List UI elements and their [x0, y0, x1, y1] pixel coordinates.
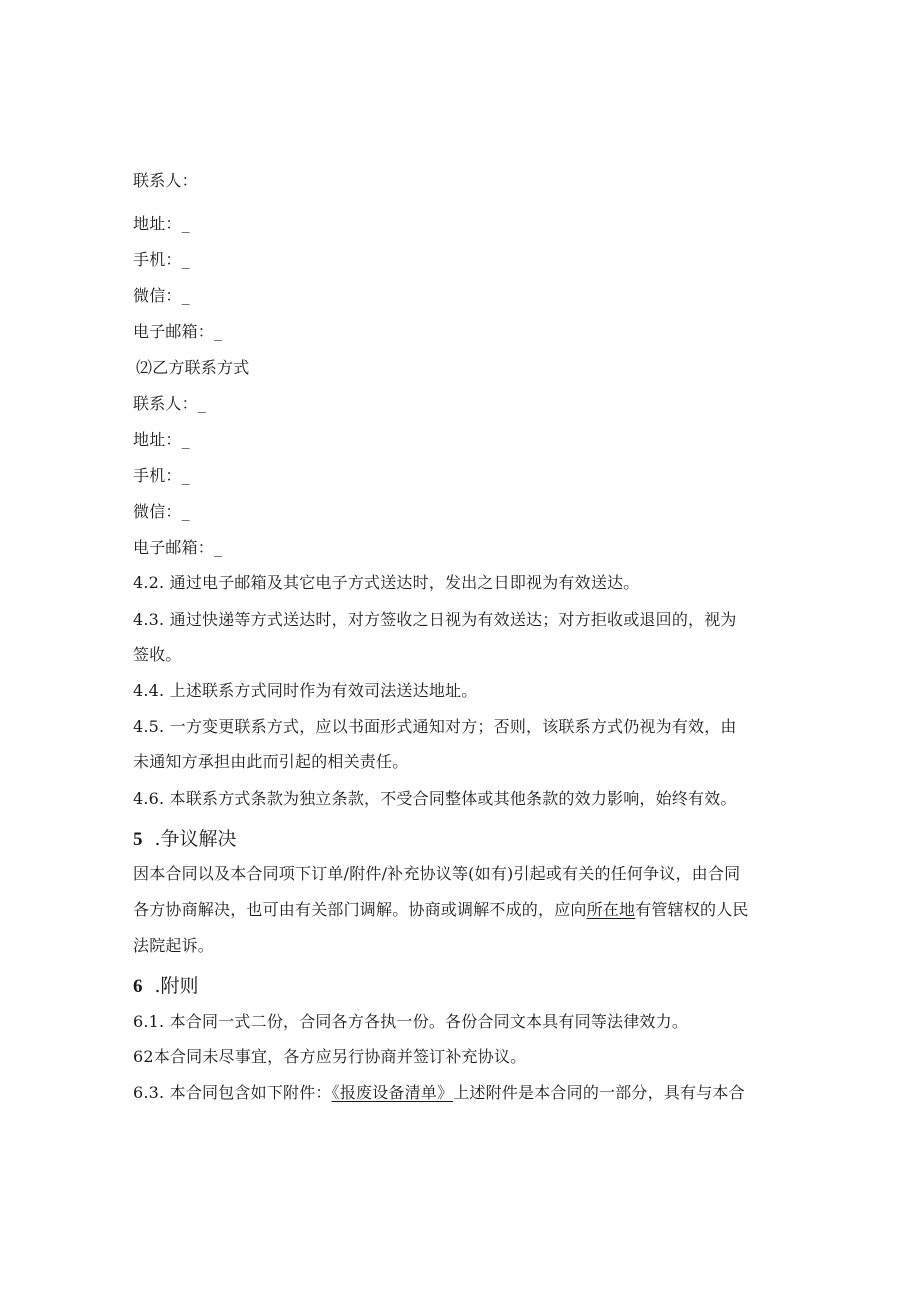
section-5-line2: [133, 900, 749, 920]
party-b-mobile: 手机：_: [133, 466, 190, 485]
section-5-heading: [133, 827, 237, 852]
party-a-wechat: 微信：_: [133, 286, 190, 305]
clause-4-3-line1: 4.3. 通过快递等方式送达时，对方签收之日视为有效送达；对方拒收或退回的，视为: [133, 610, 737, 629]
clause-4-3-line2: 签收。: [133, 645, 182, 664]
clause-6-2: 62本合同未尽事宜，各方应另行协商并签订补充协议。: [133, 1047, 527, 1066]
party-b-address: 地址：_: [133, 430, 190, 449]
party-b-email: 电子邮箱：_: [133, 538, 223, 557]
attachment-title: 《报废设备清单》: [331, 1083, 454, 1102]
clause-4-2: 4.2. 通过电子邮箱及其它电子方式送达时，发出之日即视为有效送达。: [133, 573, 640, 592]
party-b-contact-heading: ⑵乙方联系方式: [136, 358, 250, 377]
party-a-mobile: 手机：_: [133, 250, 190, 269]
party-b-contact-person: 联系人：_: [133, 394, 207, 413]
section-6-title: .附则: [154, 975, 199, 997]
party-a-email: 电子邮箱：_: [133, 322, 223, 341]
clause-4-6: 4.6. 本联系方式条款为独立条款，不受合同整体或其他条款的效力影响，始终有效。: [133, 789, 737, 808]
party-a-contact-person: 联系人：: [133, 171, 198, 190]
party-b-wechat: 微信：_: [133, 502, 190, 521]
clause-4-4: 4.4. 上述联系方式同时作为有效司法送达地址。: [133, 681, 478, 700]
party-a-address: 地址：_: [133, 214, 190, 233]
clause-6-3-after: 上述附件是本合同的一部分，具有与本合: [453, 1083, 745, 1102]
section-6-number: 6: [133, 976, 143, 997]
clause-4-5-line2: 未通知方承担由此而引起的相关责任。: [133, 752, 409, 771]
section-6-heading: [133, 974, 199, 999]
section-5-line3: 法院起诉。: [133, 936, 215, 955]
section-5-underlined-place: 所在地: [586, 900, 636, 919]
section-5-line2-before: 各方协商解决，也可由有关部门调解。协商或调解不成的，应向: [133, 900, 587, 919]
clause-4-5-line1: 4.5. 一方变更联系方式，应以书面形式通知对方；否则，该联系方式仍视为有效，由: [133, 717, 737, 736]
section-5-title: .争议解决: [154, 828, 237, 850]
section-5-line2-after: 有管辖权的人民: [635, 900, 749, 919]
clause-6-3: [133, 1083, 745, 1103]
section-5-number: 5: [133, 829, 143, 850]
section-5-line1: 因本合同以及本合同项下订单/附件/补充协议等(如有)引起或有关的任何争议，由合同: [133, 864, 741, 883]
clause-6-1: 6.1. 本合同一式二份，合同各方各执一份。各份合同文本具有同等法律效力。: [133, 1012, 689, 1031]
clause-6-3-before: 6.3. 本合同包含如下附件：: [133, 1083, 332, 1102]
